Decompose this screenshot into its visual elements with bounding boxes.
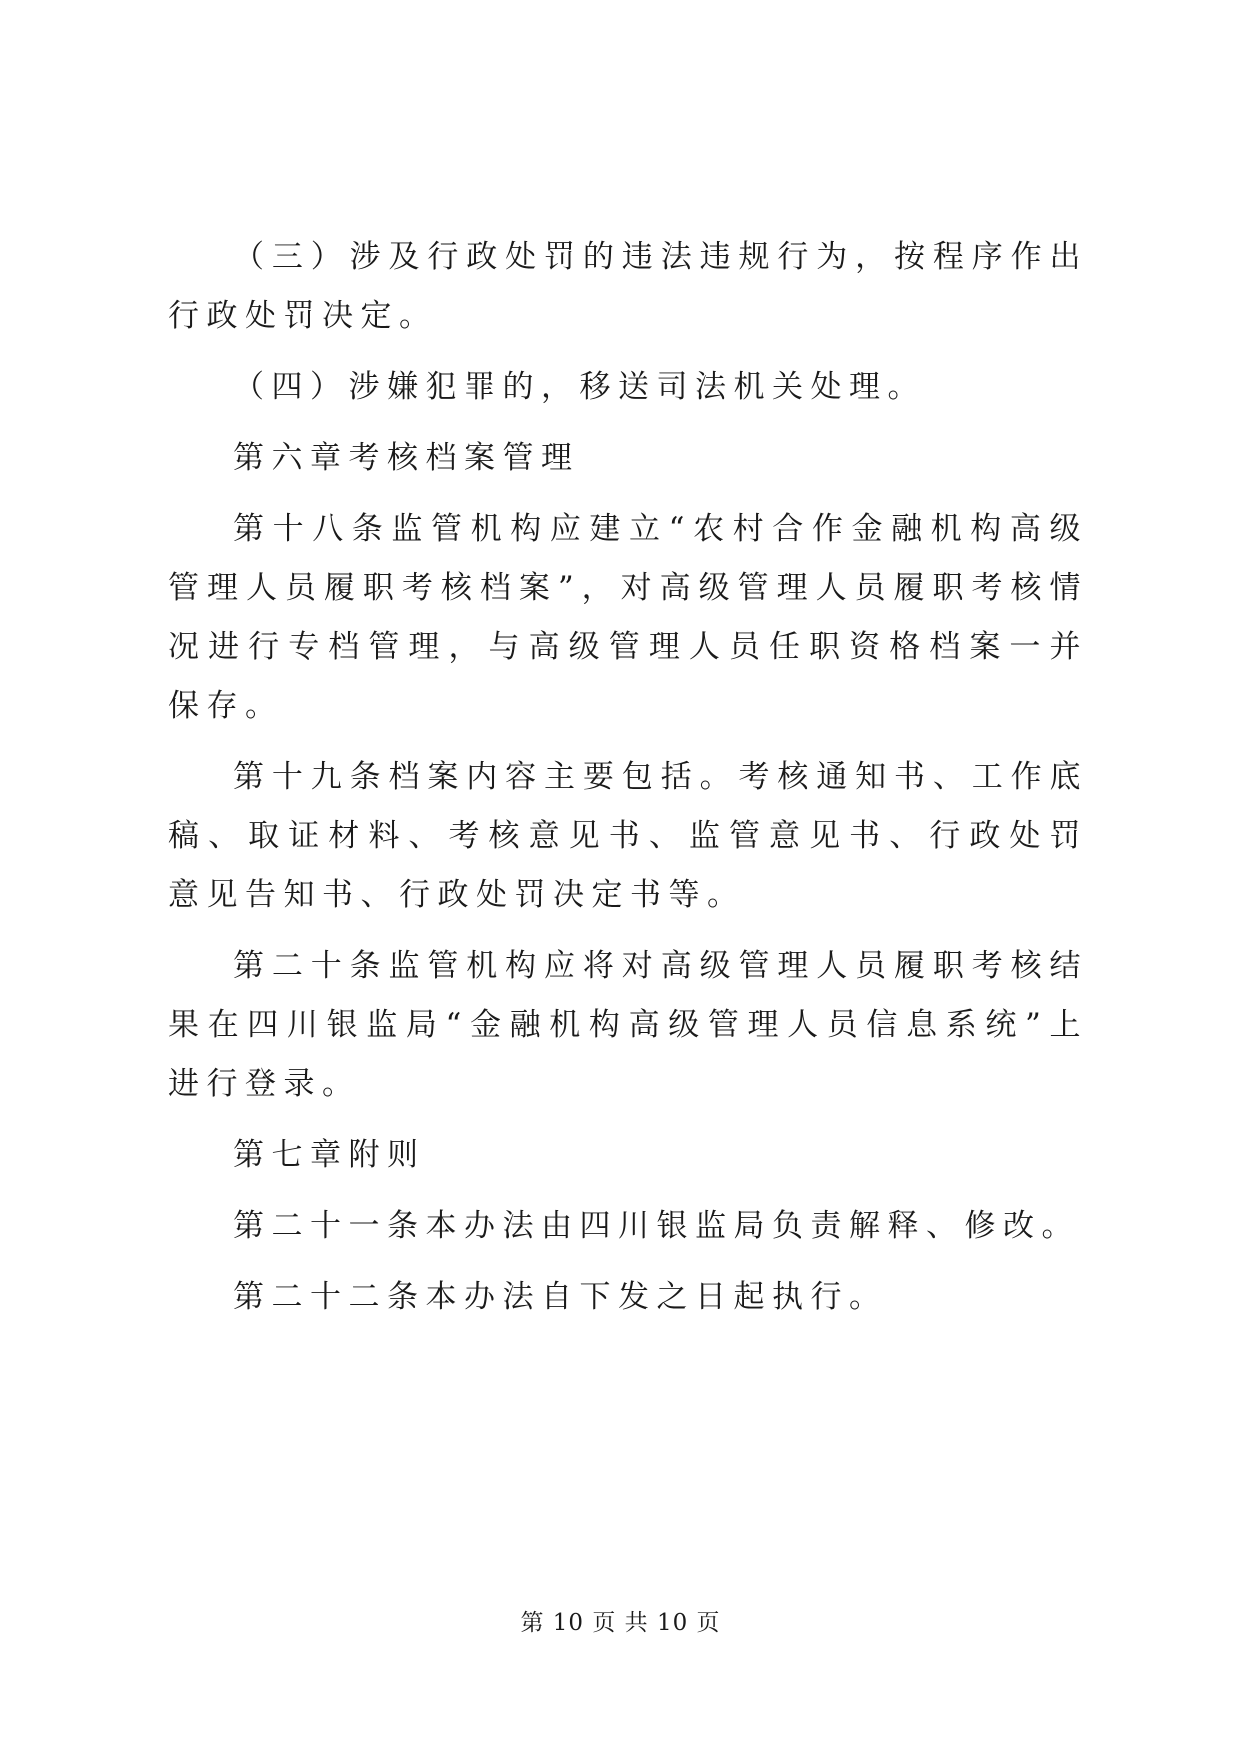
document-body <box>168 228 1088 1339</box>
article-eighteen: 第十八条监管机构应建立“农村合作金融机构高级管理人员履职考核档案”，对高级管理人员履职考核情况进行专档管理，与高级管理人员任职资格档案一并保存。 <box>168 511 1088 724</box>
paragraph-administrative-penalty: （三）涉及行政处罚的违法违规行为，按程序作出行政处罚决定。 <box>168 239 1088 334</box>
chapter-heading-seven: 第七章附则 <box>233 1137 426 1173</box>
article-twenty-one: 第二十一条本办法由四川银监局负责解释、修改。 <box>233 1208 1080 1244</box>
page-number-footer: 第 10 页 共 10 页 <box>520 1610 721 1636</box>
paragraph-criminal-referral: （四）涉嫌犯罪的，移送司法机关处理。 <box>233 369 926 405</box>
article-nineteen: 第十九条档案内容主要包括。考核通知书、工作底稿、取证材料、考核意见书、监管意见书、行政处罚意见告知书、行政处罚决定书等。 <box>168 759 1088 913</box>
chapter-heading-six: 第六章考核档案管理 <box>233 440 580 476</box>
article-twenty: 第二十条监管机构应将对高级管理人员履职考核结果在四川银监局“金融机构高级管理人员信息系统”上进行登录。 <box>168 948 1088 1102</box>
article-twenty-two: 第二十二条本办法自下发之日起执行。 <box>233 1279 888 1315</box>
